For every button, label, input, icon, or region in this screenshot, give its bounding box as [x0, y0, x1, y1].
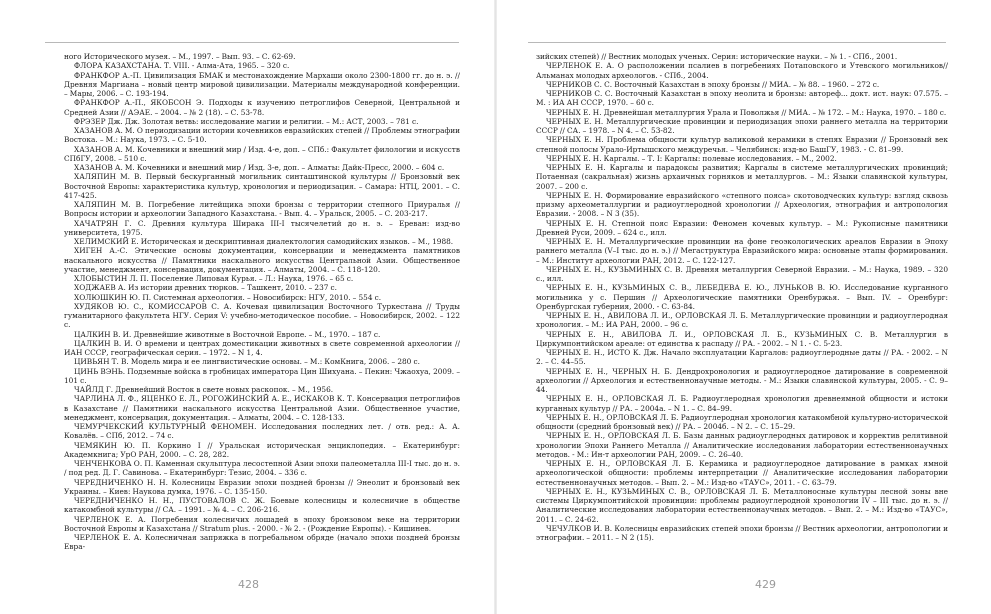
bibliography-entry: ХАЗАНОВ А. М. Кочевники и внешний мир / Изд. 3-е, доп. – Алматы: Дайк-Пресс, 2000. – 604 с. — [74, 163, 445, 172]
bibliography-entry: ХЕЛИМСКИЙ Е. Историческая и дескриптивная диалектология самодийских языков. – М., 1988. — [74, 237, 454, 246]
bibliography-entry: ЧЕРНЫХ Е. Н. Металлургические провинции и периодизация эпохи раннего металла на территории СССР // СА. – 1978. – N 4. – С. 53-82. — [536, 116, 948, 135]
bibliography-entry: ЧЕРНИКОВ С. С. Восточный Казахстан в эпоху бронзы // МИА. – № 88. – 1960. – 272 с. — [546, 79, 880, 89]
bibliography-entry: ФРЭЗЕР Дж. Дж. Золотая ветвь: исследование магии и религии. – М.: АСТ, 2003. – 781 с. — [74, 116, 419, 126]
page-number: 429 — [755, 578, 776, 591]
bibliography-entry: ЧЕРЛЕНОК Е. А. Колесничная запряжка в погребальном обряде (начало эпохи поздней бронзы Евра- — [64, 533, 460, 552]
bibliography-entry: ХУДЯКОВ Ю. С., КОМИССАРОВ С. А. Кочевая цивилизация Восточного Туркестана // Труды гуманитарного факультета НГУ. Серия V: учебно-методическое пособие. – Новосибирск, 2002. – 122 с. — [64, 301, 460, 330]
bibliography-entry: ЧЕРЕДНИЧЕНКО Н. Н. Колесницы Евразии эпохи поздней бронзы // Энеолит и бронзовый век Украины. – Киев: Наукова думка, 1976. – С. 135-150. — [64, 477, 460, 496]
bibliography-entry: ХАЛЯПИН М. В. Первый бескурганный могильник синташтинской культуры // Бронзовый век Восточной Европы: характеристика культур, хронология и периодизация. – Самара: НТЦ, 2001. – С. 417-425. — [64, 172, 460, 200]
bibliography-entry: ЧЕРНЫХ Е. Н. Каргалы и парадоксы развития; Каргалы в системе металлургических провинций; Потаенная (сакральная) жизнь архаичных горняков и металлургов. – М.: Языки славянской культуры, 2007. – 200 с. — [536, 163, 948, 191]
bibliography-entry: ЧЕЧУЛКОВ И. В. Колесницы евразийских степей эпохи бронзы // Вестник археологии, антропологии и этнографии. – 2011. – N 2 (15). — [536, 523, 948, 542]
left-page — [0, 0, 495, 614]
bibliography-entry: ЧЕРНИКОВ С. С. Восточный Казахстан в эпоху неолита и бронзы: автореф... докт. ист. наук: 07.575. – М. : ИА АН СССР, 1970. – 60 с. — [536, 89, 948, 108]
bibliography-entry: ЧЕРНЫХ Е. Н. Степной пояс Евразии: Феномен кочевых культур. – М.: Рукописные памятники Древней Руси, 2009. – 624 с., илл. — [536, 218, 948, 237]
bibliography-entry: ЧЕМЯКИН Ю. П. Коркино I // Уральская историческая энциклопедия. – Екатеринбург: Академкнига; УрО РАН, 2000. – С. 28, 282. — [64, 440, 460, 459]
bibliography-entry: ЧЕРНЫХ Е. Н., ОРЛОВСКАЯ Л. Б. Радиоуглеродная хронология древнеямной общности и истоки курганных культур // РА. – 2004а. – N 1. – С. 84–99. — [536, 394, 948, 413]
bibliography-entry: зийских степей) // Вестник молодых ученых. Серия: исторические науки. – № 1. - СПб., 2001. — [536, 52, 898, 61]
bibliography-entry: ЧЕРНЫХ Е. Н., ОРЛОВСКАЯ Л. Б. Базы данных радиоуглеродных датировок и корректив релятивной хронологии Эпохи Раннего Металла // Аналитические исследования лаборатории естественнонаучных методов. - М.: Ин-т археологии РАН, 2009. – С. 26–40. — [536, 431, 948, 459]
bibliography-entry: ЧЕРНЫХ Е. Н. Каргалы. – Т. I: Каргалы: полевые исследования. – М., 2002. — [546, 153, 837, 163]
page-number: 428 — [238, 578, 259, 591]
bibliography-entry: ЧЕРНЫХ Е. Н., АВИЛОВА Л. И., ОРЛОВСКАЯ Л. Б., КУЗЬМИНЫХ С. В. Металлургия в Циркумпонтийском ареале: от единства к распаду // РА. - 2002. – N 1. - С. 5-23. — [536, 329, 948, 348]
bibliography-entry: ХАЧАТРЯН Г. С. Древняя культура Ширака III-I тысячелетий до н. э. – Ереван: изд-во университета, 1975. — [64, 218, 460, 237]
bibliography-entry: ХИГЕН А.-С. Этические основы документации, консервации и менеджмента памятников наскального искусства // Памятники наскального искусства Центральной Азии. Общественное участие, менеджмент, консервация, документация. – Алматы, 2004. – С. 118-120. — [64, 246, 460, 274]
bibliography-entry: ЧЕРНЫХ Е. Н. Формирование евразийского «степного пояса» скотоводческих культур: взгляд сквозь призму археометаллургии и радиоуглеродной хронологии // Археология, этнография и антропология Евразии. - 2008. – N 3 (35). — [536, 190, 948, 219]
bibliography-entry: ЧЕРНЫХ Е. Н., КУЗЬМИНЫХ С. В., ОРЛОВСКАЯ Л. Б. Металлоносные культуры лесной зоны вне системы Циркумпонтийской провинции: проблемы радиоуглеродной хронологии IV – III тыс. до н. э. // Аналитические исследования лаборатории естественнонаучных методов. – Вып. 2. – М.: Изд-во «ТАУС», 2011. – С. 24-62. — [536, 486, 948, 524]
bibliography-entry: ХОЛЮШКИН Ю. П. Системная археология. – Новосибирск: НГУ, 2010. – 554 с. — [74, 292, 382, 302]
bibliography-entry: ХАЗАНОВ А. М. О периодизации истории кочевников евразийских степей // Проблемы этнографии Востока. – М.: Наука, 1973. – С. 5-10. — [64, 126, 461, 145]
bibliography-entry: ЧЕМУРЧЕКСКИЙ КУЛЬТУРНЫЙ ФЕНОМЕН. Исследования последних лет. / отв. ред.: А. А. Ковалёв. – СПб, 2012. – 74 с. — [64, 422, 460, 441]
bibliography-entry: ЧЕРНЫХ Е. Н. Металлургические провинции на фоне геоэкологических ареалов Евразии в Эпоху раннего металла (V–I тыс. до н. э.) // Мегаструктура Евразийского мира: основные этапы формирования. – М.: Институт археологии РАН, 2012. – С. 122-127. — [536, 237, 948, 265]
bibliography-entry: ЧЕРЛЕНОК Е. А. О расположении псалиев в погребениях Потаповского и Утевского могильников// Альманах молодых археологов. - СПб., 2004. — [536, 61, 948, 80]
bibliography-entry: ЧЕРНЫХ Е. Н., ОРЛОВСКАЯ Л. Б. Радиоуглеродная хронология катакомбной культурно-исторической общности (средний бронзовый век) // РА. – 2004б. – N 2. – С. 15–29. — [536, 412, 948, 431]
bibliography-entry: ЧЕРЛЕНОК Е. А. Погребения колесничих лошадей в эпоху бронзовом веке на территории Восточной Европы и Казахстана // Stratum plus. - 2000. - № 2. - (Рождение Европы). - Кишинев. — [64, 514, 460, 533]
header-rule — [528, 42, 946, 43]
bibliography-entry: ЧЕРНЫХ Е. Н., АВИЛОВА Л. И., ОРЛОВСКАЯ Л. Б. Металлургические провинции и радиоуглеродная хронология. – М.: ИА РАН, 2000. – 96 с. — [536, 311, 948, 330]
bibliography-entry: ЧЕНЧЕНКОВА О. П. Каменная скульптура лесостепной Азии эпохи палеометалла III-I тыс. до н. э. / под ред. Д. Г. Савинова. – Екатеринбург: Тезис, 2004. – 336 с. — [64, 459, 460, 478]
header-rule — [45, 42, 459, 43]
bibliography-column — [64, 52, 460, 552]
bibliography-entry: ЧЕРНЫХ Е. Н., ЧЕРНЫХ Н. Б. Дендрохронология и радиоуглеродное датирование в современной археологии // Археология и естественнонаучные методы. - М.: Языки славянской культуры, 2005. - С. 9–44. — [536, 366, 948, 394]
right-page — [496, 0, 991, 614]
bibliography-entry: ЦАЛКИН В. И. О времени и центрах доместикации животных в свете современной археологии // ИАН СССР, географическая серия. – 1972. – N 1, 4. — [64, 338, 460, 357]
bibliography-entry: ФРАНКФОР А.-П. Цивилизация БМАК и местонахождение Мархаши около 2300-1800 гг. до н. э. // Древняя Маргиана – новый центр мировой цивилизации. Материалы международной конференции. – Мары, 2006. – С. 193-194. — [64, 70, 460, 98]
bibliography-entry: ЧЕРНЫХ Е. Н., ОРЛОВСКАЯ Л. Б. Керамика и радиоуглеродное датирование в рамках ямной археологической общности: проблемы интерпретации // Аналитические исследования лаборатории естественнонаучных методов. – Вып. 2. – М.: Изд-во «ТАУС», 2011. - С. 63–79. — [536, 459, 948, 487]
bibliography-entry: ЧЕРНЫХ Е. Н. Проблема общности культур валиковой керамики в степях Евразии // Бронзовый век степной полосы Урало-Иртышского междуречья. – Челябинск: изд-во БашГУ, 1983. - С. 81–99. — [536, 135, 948, 154]
bibliography-entry: ЦАЛКИН В. И. Древнейшие животные в Восточной Европе. – М., 1970. – 187 с. — [74, 329, 381, 339]
bibliography-entry: ЧЕРНЫХ Е. Н. Древнейшая металлургия Урала и Поволжья // МИА. – № 172. – М.: Наука, 1970. – 180 с. — [546, 107, 947, 117]
bibliography-entry: ЧЕРНЫХ Е. Н., КУЗЬМИНЫХ С. В., ЛЕБЕДЕВА Е. Ю., ЛУНЬКОВ В. Ю. Исследование курганного могильника у с. Першин // Археологические памятники Оренбуржья. – Вып. IV. – Оренбург: Оренбургская губерния, 2000. - С. 63-84. — [536, 283, 948, 311]
bibliography-entry: ЧАЙЛД Г. Древнейший Восток в свете новых раскопок. – М., 1956. — [74, 385, 334, 394]
bibliography-entry: ХЛОБЫСТИН Л. П. Поселение Липовая Курья. – Л.: Наука, 1976. – 65 с. — [74, 274, 354, 283]
bibliography-column — [536, 52, 948, 542]
bibliography-entry: ного Исторического музея. – М., 1997. – Вып. 93. – С. 62-69. — [64, 52, 296, 61]
bibliography-entry: ХАЛЯПИН М. В. Погребение литейщика эпохи бронзы с территории степного Приуралья // Вопросы истории и археологии Западного Казахстана. - Вып. 4. – Уральск, 2005. – С. 203-217. — [64, 200, 460, 219]
bibliography-entry: ХОДЖАЕВ А. Из истории древних тюрков. – Ташкент, 2010. – 237 с. — [74, 283, 337, 293]
bibliography-entry: ЧЕРНЫХ Е. Н., КУЗЬМИНЫХ С. В. Древняя металлургия Северной Евразии. – М.: Наука, 1989. – 320 с., илл. — [536, 264, 948, 283]
bibliography-entry: ЧАРЛИНА Л. Ф., ЯЦЕНКО Е. Л., РОГОЖИНСКИЙ А. Е., ИСКАКОВ К. Т. Консервация петроглифов в Казахстане // Памятники наскального искусства Центральной Азии. Общественное участие, менеджмент, консервация, документация. – Алматы, 2004. – С. 128-133. — [64, 394, 460, 422]
bibliography-entry: ЧЕРНЫХ Е. Н., ИСТО К. Дж. Начало эксплуатации Каргалов: радиоуглеродные даты // РА. - 2002. – N 2. – С. 44–55. — [536, 348, 948, 367]
bibliography-entry: ЧЕРЕДНИЧЕНКО Н. Н., ПУСТОВАЛОВ С. Ж. Боевые колесницы и колесничие в обществе катакомбной культуры // СА. – 1991. – № 4. – С. 206-216. — [64, 496, 460, 515]
bibliography-entry: ХАЗАНОВ А. М. Кочевники и внешний мир / Изд. 4-е, доп. – СПб.: Факультет филологии и искусств СПбГУ, 2008. – 510 с. — [64, 144, 460, 163]
bibliography-entry: ЦИНЬ ВЭНЬ. Подземные войска в гробницах императора Цин Шихуана. – Пекин: Чжаохуа, 2009. – 101 с. — [64, 366, 460, 385]
bibliography-entry: ЦИВЬЯН Т. В. Модель мира и ее лингвистические основы. – М.: КомКнига, 2006. – 280 с. — [74, 357, 420, 367]
bibliography-entry: ФРАНКФОР А.-П., ЯКОБСОН Э. Подходы к изучению петроглифов Северной, Центральной и Средней Азии // АЭАЕ. – 2004. – № 2 (18). – С. 53-78. — [64, 98, 460, 117]
bibliography-entry: ФЛОРА КАЗАХСТАНА. Т. VIII. - Алма-Ата, 1965. – 320 с. — [74, 61, 290, 71]
